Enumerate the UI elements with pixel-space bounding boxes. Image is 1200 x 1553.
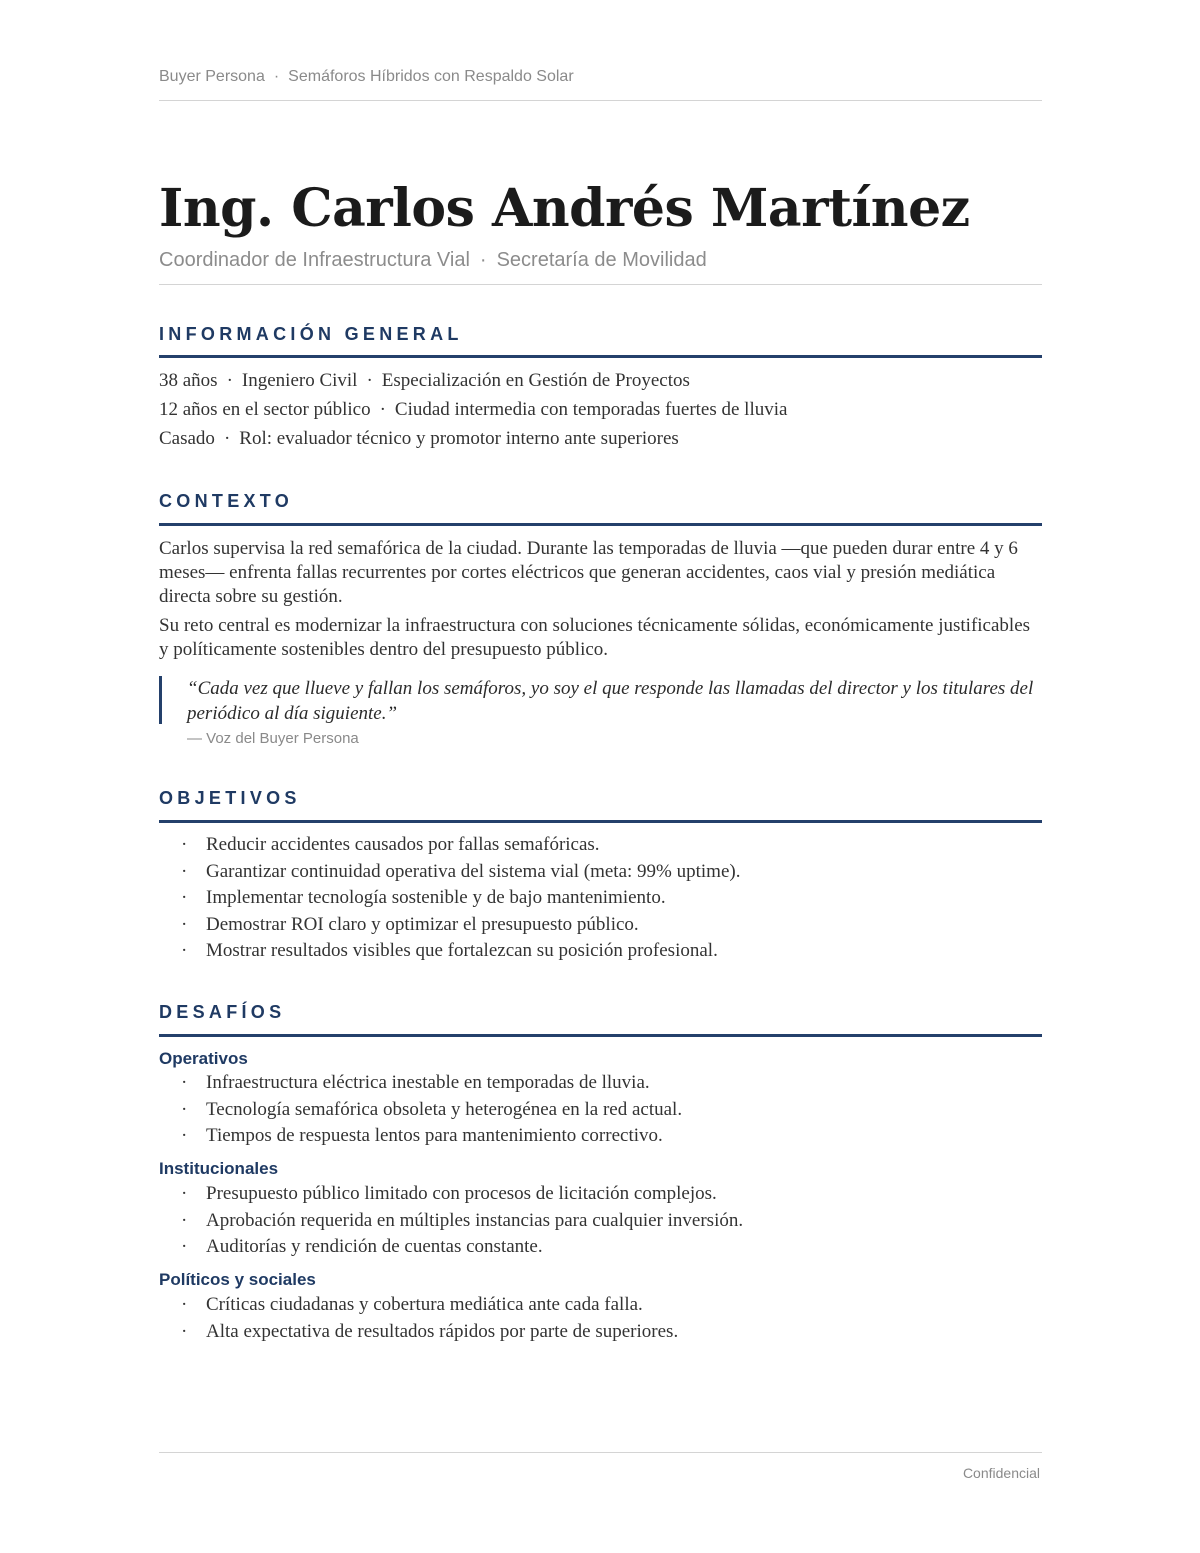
info-dot: · <box>379 399 386 420</box>
list-item <box>159 1097 682 1124</box>
objective-text: Implementar tecnología sostenible y de bajo mantenimiento. <box>206 887 666 908</box>
list-item <box>159 1234 743 1261</box>
section-rule-objectives <box>159 820 1042 823</box>
challenge-text: Tecnología semafórica obsoleta y heterogénea en la red actual. <box>206 1098 683 1120</box>
title-divider <box>159 284 1042 285</box>
section-title-objectives: OBJETIVOS <box>159 788 301 808</box>
bullet: · <box>181 1183 188 1204</box>
persona-quote: “Cada vez que llueve y fallan los semáforos, yo soy el que responde las llamadas del director y los titulares del periódico al día siguiente.” <box>187 678 1034 724</box>
context-paragraph-2: Su reto central es modernizar la infraestructura con soluciones técnicamente sólidas, económicamente justificables y políticamente sostenibles dentro del presupuesto público. <box>159 615 1031 660</box>
challenge-group-title-operational: Operativos <box>159 1049 248 1068</box>
challenge-text: Infraestructura eléctrica inestable en temporadas de lluvia. <box>206 1072 650 1093</box>
bullet: · <box>181 1320 188 1342</box>
list-item <box>159 1123 682 1150</box>
bullet: · <box>181 834 188 855</box>
info-marital-status: Casado <box>159 428 215 449</box>
list-item <box>159 1181 743 1208</box>
list-item <box>159 859 740 886</box>
header-divider <box>159 100 1042 101</box>
bullet: · <box>181 860 188 882</box>
context-paragraph-1: Carlos supervisa la red semafórica de la ciudad. Durante las temporadas de lluvia —que pueden durar entre 4 y 6 meses— enfrenta fallas recurrentes por cortes eléctricos que generan accidentes, caos vial y presión mediática directa sobre su gestión. <box>159 538 1018 607</box>
info-age: 38 años <box>159 370 218 391</box>
info-line-2 <box>159 399 787 421</box>
objective-text: Demostrar ROI claro y optimizar el presupuesto público. <box>206 913 639 935</box>
challenge-group-title-political: Políticos y sociales <box>159 1270 316 1289</box>
bullet: · <box>181 1098 188 1120</box>
list-item <box>159 1319 678 1346</box>
quote-accent-bar <box>159 676 162 724</box>
header-separator: · <box>273 68 280 85</box>
section-title-general: INFORMACIÓN GENERAL <box>159 324 463 344</box>
section-title-context: CONTEXTO <box>159 491 294 511</box>
running-header <box>159 68 574 86</box>
section-title-challenges: DESAFÍOS <box>159 1002 286 1022</box>
bullet: · <box>181 1125 188 1146</box>
challenge-text: Presupuesto público limitado con procesos de licitación complejos. <box>206 1183 717 1204</box>
section-rule-general <box>159 355 1042 358</box>
info-city: Ciudad intermedia con temporadas fuertes de lluvia <box>394 399 788 420</box>
quote-attribution: — Voz del Buyer Persona <box>187 730 359 747</box>
challenge-text: Alta expectativa de resultados rápidos por parte de superiores. <box>206 1320 679 1342</box>
info-specialization: Especialización en Gestión de Proyectos <box>381 370 690 391</box>
list-item <box>159 1292 678 1319</box>
bullet: · <box>181 1072 188 1093</box>
bullet: · <box>181 887 188 908</box>
doc-type-label: Buyer Persona <box>159 68 265 85</box>
challenge-list-institutional <box>159 1181 743 1261</box>
section-rule-challenges <box>159 1034 1042 1037</box>
persona-name: Ing. Carlos Andrés Martínez <box>159 178 970 239</box>
challenge-text: Aprobación requerida en múltiples instancias para cualquier inversión. <box>206 1209 744 1231</box>
info-dot: · <box>226 370 233 391</box>
challenge-text: Críticas ciudadanas y cobertura mediática ante cada falla. <box>206 1294 643 1315</box>
list-item <box>159 938 740 965</box>
role-separator: · <box>479 249 487 271</box>
challenge-list-political <box>159 1292 678 1345</box>
objective-text: Garantizar continuidad operativa del sistema vial (meta: 99% uptime). <box>206 860 741 882</box>
challenge-list-operational <box>159 1070 682 1150</box>
challenge-text: Auditorías y rendición de cuentas constante. <box>206 1236 543 1257</box>
bullet: · <box>181 940 188 961</box>
persona-position: Coordinador de Infraestructura Vial <box>159 249 470 271</box>
info-dot: · <box>366 370 373 391</box>
list-item <box>159 1208 743 1235</box>
footer-label: Confidencial <box>962 1465 1040 1481</box>
persona-role <box>159 249 707 272</box>
info-role: Rol: evaluador técnico y promotor interno ante superiores <box>239 428 679 449</box>
info-dot: · <box>223 428 231 449</box>
info-line-3 <box>159 428 679 450</box>
bullet: · <box>181 1294 188 1315</box>
bullet: · <box>181 1236 188 1257</box>
persona-organization: Secretaría de Movilidad <box>496 249 707 271</box>
section-rule-context <box>159 523 1042 526</box>
bullet: · <box>181 913 188 935</box>
challenge-text: Tiempos de respuesta lentos para mantenimiento correctivo. <box>206 1125 663 1146</box>
footer-divider <box>159 1452 1042 1453</box>
bullet: · <box>181 1209 188 1231</box>
document-page <box>159 0 1042 1553</box>
product-label: Semáforos Híbridos con Respaldo Solar <box>288 68 574 85</box>
challenge-group-title-institutional: Institucionales <box>159 1159 279 1178</box>
list-item <box>159 912 740 939</box>
info-profession: Ingeniero Civil <box>241 370 358 391</box>
objective-text: Mostrar resultados visibles que fortalezcan su posición profesional. <box>206 940 718 961</box>
objectives-list <box>159 832 740 965</box>
list-item <box>159 885 740 912</box>
info-experience: 12 años en el sector público <box>159 399 371 420</box>
list-item <box>159 832 740 859</box>
info-line-1 <box>159 370 690 392</box>
list-item <box>159 1070 682 1097</box>
objective-text: Reducir accidentes causados por fallas semafóricas. <box>206 834 600 855</box>
